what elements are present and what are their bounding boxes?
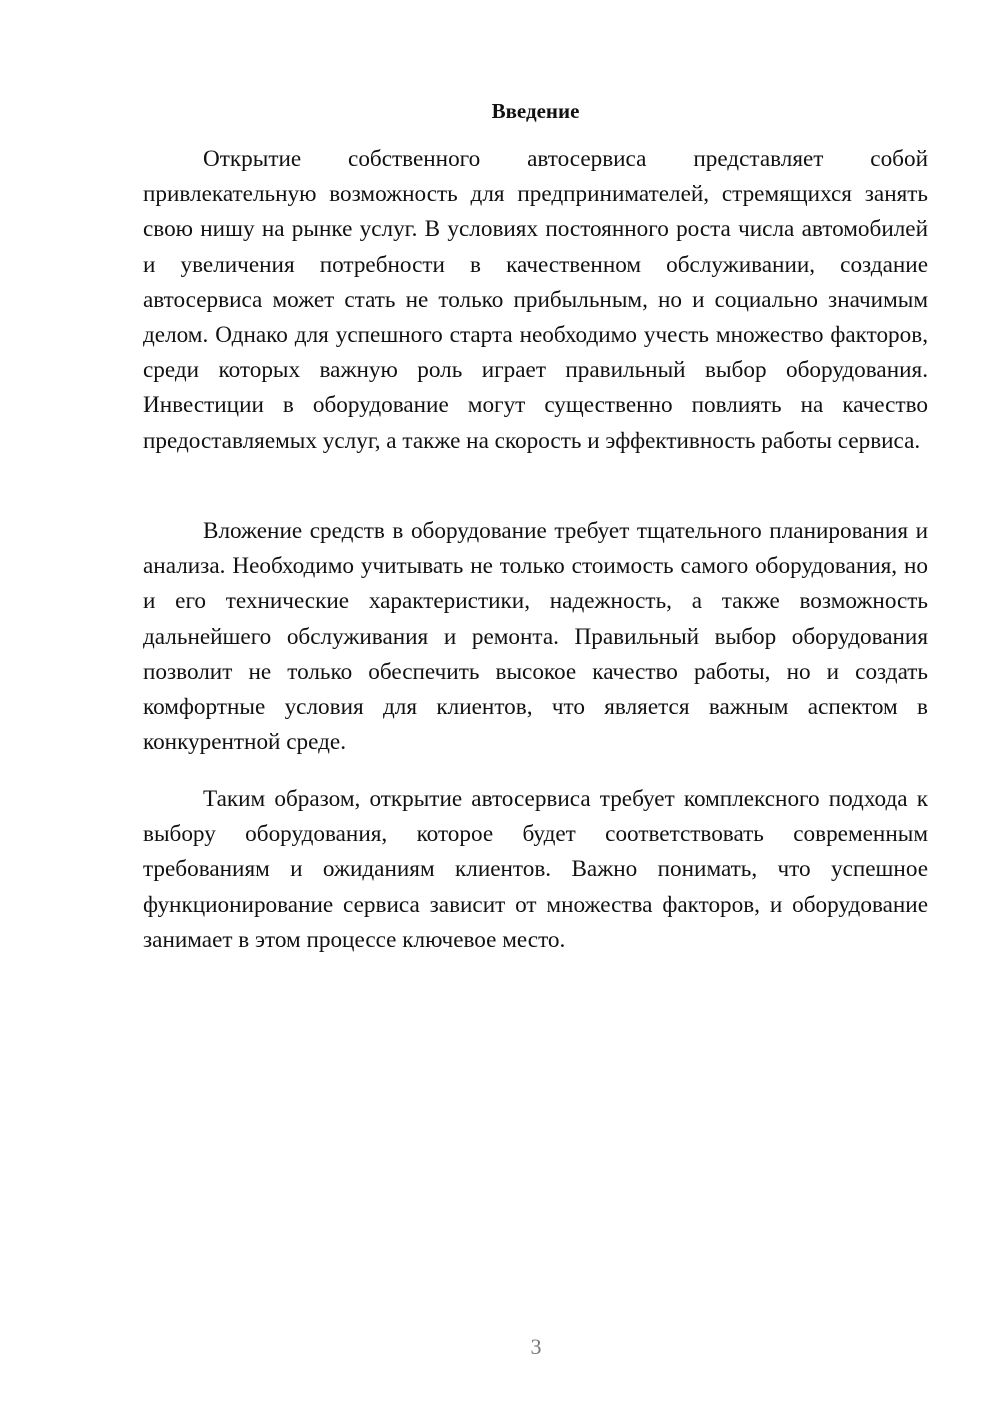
paragraph-1: Открытие собственного автосервиса представляет собой привлекательную возможность для предпринимателей, стремящихся занять свою нишу на рынке услуг. В условиях постоянного роста числа автомобилей и увеличения потребности в качественном обслуживании, создание автосервиса может стать не только прибыльным, но и социально значимым делом. Однако для успешного старта необходимо учесть множество факторов, среди которых важную роль играет правильный выбор оборудования. Инвестиции в оборудование могут существенно повлиять на качество предоставляемых услуг, а также на скорость и эффективность работы сервиса. <box>143 146 928 454</box>
section-title: Введение <box>491 99 580 123</box>
paragraph-2: Вложение средств в оборудование требует тщательного планирования и анализа. Необходимо учитывать не только стоимость самого оборудования, но и его технические характеристики, надежность, а также возможность дальнейшего обслуживания и ремонта. Правильный выбор оборудования позволит не только обеспечить высокое качество работы, но и создать комфортные условия для клиентов, что является важным аспектом в конкурентной среде. <box>143 518 928 756</box>
page-number: 3 <box>530 1334 542 1359</box>
paragraph-3: Таким образом, открытие автосервиса требует комплексного подхода к выбору оборудования, которое будет соответствовать современным требованиям и ожиданиям клиентов. Важно понимать, что успешное функционирование сервиса зависит от множества факторов, и оборудование занимает в этом процессе ключевое место. <box>143 786 928 953</box>
